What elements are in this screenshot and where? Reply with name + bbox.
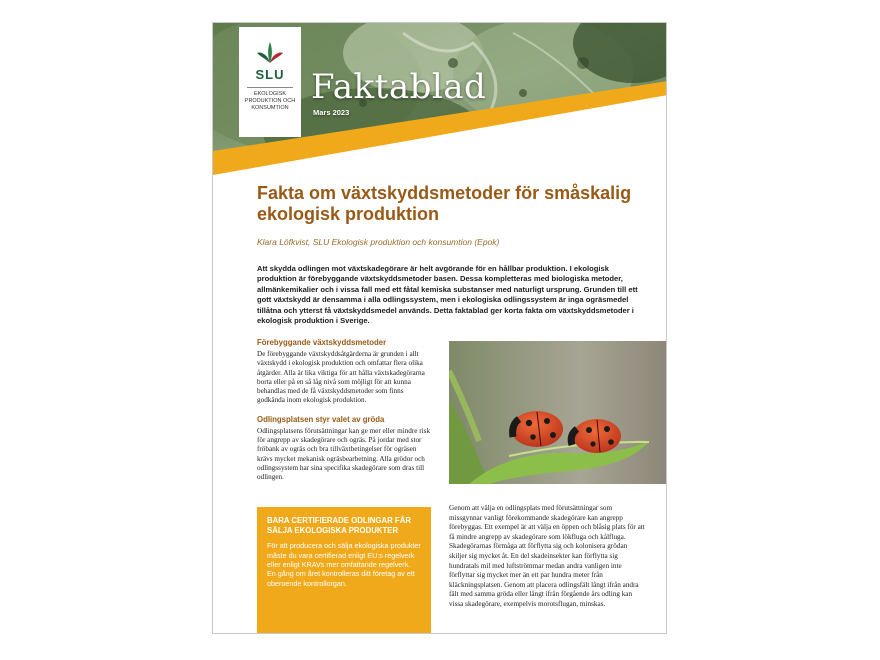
header-banner [213,23,667,183]
section-text: Odlingsplatsens förutsättningar kan ge mer eller mindre risk för angrepp av skadegörare och ogräs. På jordar med stor fröbank av ogräs och bra tillväxtbetingelser för ogräsen krävs mycket mekanisk ogräsbearbetning. Alla grödor och odlingssystem har sina specifika skadegörare som dras till odlingen. [257,426,431,482]
slu-logo [239,27,301,137]
logo-divider [247,87,293,88]
publication-date: Mars 2023 [313,108,350,117]
section-text: De förebyggande växtskyddsåtgärderna är grunden i allt växtskydd i ekologisk produktion och omfattar flera olika åtgärder. Alla är lika viktiga för att hålla växtskadegörarna borta eller på en så låg nivå som möjligt för att kunna behandlas med de få växtskyddsmetoder som finns godkända inom ekologisk produktion. [257,350,425,405]
callout-heading: BARA CERTIFIERADE ODLINGAR FÅR SÄLJA EKOLOGISKA PRODUKTER [267,516,411,535]
callout-text: För att producera och sälja ekologiska produkter måste du vara certifierad enligt EU:s regelverk eller enligt KRAVs mer omfattande regelverk. En gång om året kontrolleras ditt företag av ett oberoende kontrollorgan. [267,541,421,588]
article-lead: Att skydda odlingen mot växtskadegörare är helt avgörande för en hållbar produktion. I ekologisk produktion är förebyggande växtskyddsmetoder basen. Dessa kompletteras med biologiska metoder, allmänkemikalier och i vissa fall med ett fåtal kemiska substanser med naturligt ursprung. Grunden till ett gott växtskydd är densamma i alla odlingssystem, men i ekologiska odlingssystem är inga ogräsmedel tillåtna och ytterst få växtskyddsmedel används. Detta faktablad ger korta fakta om växtskyddsmetoder i ekologisk produktion i Sverige. [257,264,638,326]
logo-name: SLU [255,67,285,82]
slu-leaf-icon [255,41,285,65]
certification-callout [257,507,431,634]
section-heading: Odlingsplatsen styr valet av gröda [257,414,385,424]
article-title: Fakta om växtskyddsmetoder för småskalig ekologisk produktion [257,183,632,224]
ladybird-photo [449,341,667,484]
logo-subtitle: EKOLOGISK PRODUKTION OCH KONSUMTION [244,91,296,111]
right-column-text: Genom att välja en odlingsplats med förutsättningar som missgynnar vanligt förekommande skadegörare kan angrepp förebyggas. Ett exempel är att välja en öppen och blåsig plats för att få mindre angrepp av skadegörare som lökfluga och kålfluga. Skadegörarnas förmåga att förflytta sig och kolonisera grödan skiljer sig mycket åt. En del skadeinsekter kan förflytta sig hundratals mil med luftströmmar medan andra vanligen inte förflyttar sig mycket mer än ett par hundra meter från kläckningsplatsen. Genom att placera odlingsfält långt ifrån andra fält med samma gröda eller långt ifrån förgående års odling kan vissa skadegörare, exempelvis morotsflugan, minskas. [449,504,645,608]
factsheet-page [212,22,667,634]
article-author: Klara Löfkvist, SLU Ekologisk produktion och konsumtion (Epok) [257,237,500,247]
factsheet-label: Faktablad [311,67,487,107]
left-column [257,338,432,492]
section-heading: Förebyggande växtskyddsmetoder [257,338,387,347]
